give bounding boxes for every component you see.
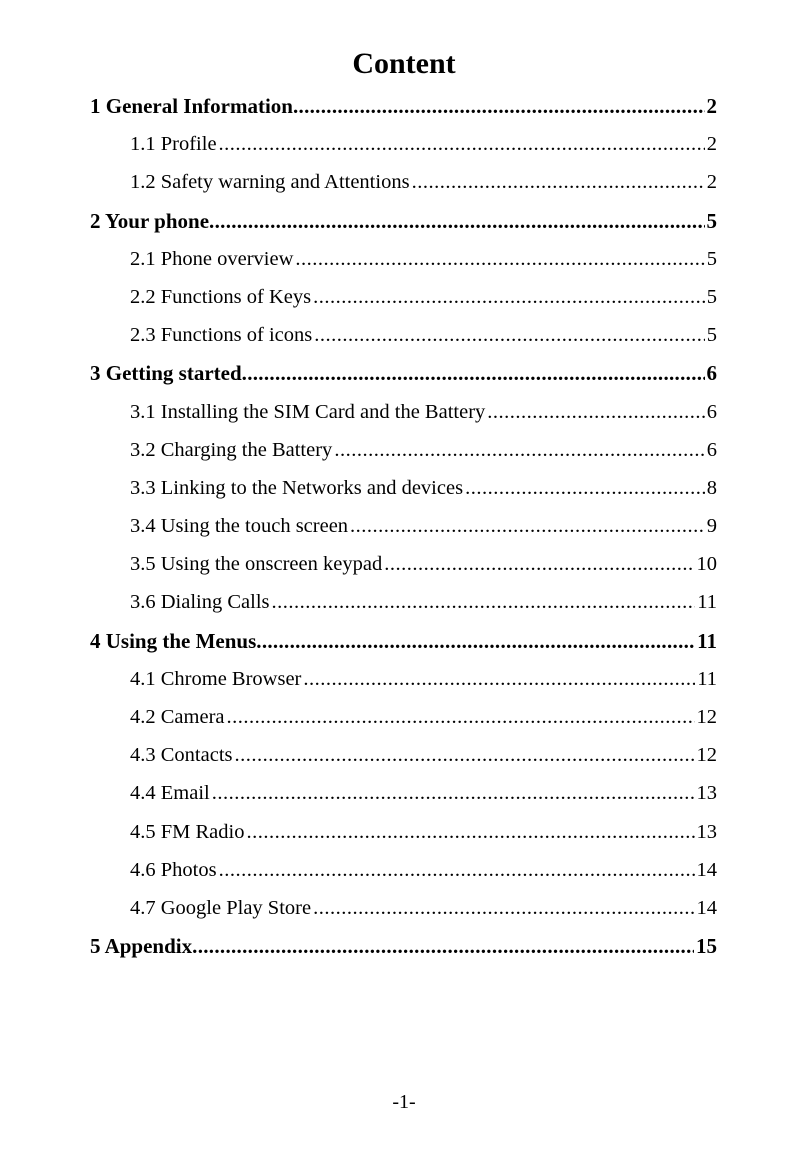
toc-entry-label: 2.2 Functions of Keys: [130, 285, 312, 308]
toc-entry-label: 4.5 FM Radio: [130, 820, 245, 843]
toc-entry-label: 3 Getting started: [90, 361, 242, 386]
dot-leader: [350, 507, 705, 545]
dot-leader: [412, 163, 705, 201]
toc-entry-page: 11: [697, 628, 717, 653]
dot-leader: [314, 316, 705, 354]
toc-entry-label: 2 Your phone: [90, 208, 210, 233]
toc-entry-page: 6: [706, 400, 717, 423]
toc-entry-page: 6: [706, 361, 717, 386]
dot-leader: [209, 202, 704, 240]
toc-chapter-3[interactable]: [90, 354, 717, 392]
toc-entry-label: 3.1 Installing the SIM Card and the Battery: [130, 400, 486, 423]
toc-section-4-4[interactable]: [90, 774, 717, 812]
toc-section-4-2[interactable]: [90, 698, 717, 736]
toc-entry-label: 3.5 Using the onscreen keypad: [130, 553, 383, 576]
toc-entry-page: 5: [706, 285, 717, 308]
toc-entry-page: 5: [706, 247, 717, 270]
toc-section-2-2[interactable]: [90, 278, 717, 316]
toc-entry-label: 2.1 Phone overview: [130, 247, 294, 270]
toc-section-4-6[interactable]: [90, 851, 717, 889]
dot-leader: [246, 813, 694, 851]
toc-entry-page: 12: [696, 744, 717, 767]
toc-entry-label: 1.1 Profile: [130, 133, 217, 156]
table-of-contents: [90, 87, 717, 965]
toc-entry-label: 2.3 Functions of icons: [130, 324, 313, 347]
toc-entry-page: 5: [706, 324, 717, 347]
toc-entry-page: 2: [706, 94, 717, 118]
toc-entry-page: 5: [706, 208, 717, 233]
toc-entry-page: 8: [706, 476, 717, 499]
toc-entry-label: 4.6 Photos: [130, 858, 217, 881]
toc-section-1-1[interactable]: [90, 125, 717, 163]
toc-chapter-2[interactable]: [90, 202, 717, 240]
page-title: Content: [352, 47, 456, 80]
dot-leader: [212, 774, 695, 812]
toc-entry-label: 5 Appendix: [90, 934, 193, 959]
toc-entry-label: 3.6 Dialing Calls: [130, 591, 270, 614]
toc-entry-page: 9: [706, 515, 717, 538]
dot-leader: [293, 87, 705, 125]
toc-entry-label: 4.7 Google Play Store: [130, 896, 312, 919]
dot-leader: [256, 622, 695, 660]
toc-entry-label: 3.4 Using the touch screen: [130, 515, 349, 538]
dot-leader: [272, 583, 696, 621]
dot-leader: [242, 354, 705, 392]
dot-leader: [384, 545, 694, 583]
dot-leader: [334, 431, 704, 469]
toc-entry-page: 12: [696, 706, 717, 728]
dot-leader: [235, 736, 695, 774]
toc-entry-page: 14: [696, 896, 717, 919]
toc-entry-label: 4.1 Chrome Browser: [130, 667, 302, 690]
dot-leader: [303, 660, 695, 698]
dot-leader: [313, 889, 694, 927]
dot-leader: [227, 698, 695, 736]
dot-leader: [192, 927, 694, 965]
dot-leader: [295, 240, 704, 278]
toc-section-4-3[interactable]: [90, 736, 717, 774]
toc-entry-page: 10: [696, 553, 717, 576]
toc-entry-page: 11: [697, 591, 717, 614]
toc-section-3-3[interactable]: [90, 469, 717, 507]
toc-entry-page: 2: [706, 171, 717, 194]
toc-chapter-4[interactable]: [90, 622, 717, 660]
toc-entry-label: 4.2 Camera: [130, 706, 225, 728]
toc-section-4-5[interactable]: [90, 813, 717, 851]
toc-entry-label: 3.2 Charging the Battery: [130, 438, 333, 461]
toc-entry-page: 13: [696, 820, 717, 843]
toc-entry-label: 1.2 Safety warning and Attentions: [130, 171, 410, 194]
toc-entry-label: 4.4 Email: [130, 782, 210, 805]
dot-leader: [465, 469, 705, 507]
toc-entry-page: 13: [696, 782, 717, 805]
toc-section-1-2[interactable]: [90, 163, 717, 201]
toc-entry-page: 11: [697, 667, 717, 690]
toc-entry-page: 14: [696, 858, 717, 881]
toc-section-3-5[interactable]: [90, 545, 717, 583]
toc-section-3-6[interactable]: [90, 583, 717, 621]
toc-entry-label: 1 General Information: [90, 94, 293, 118]
toc-entry-page: 6: [706, 438, 717, 461]
toc-section-3-1[interactable]: [90, 393, 717, 431]
dot-leader: [219, 125, 705, 163]
toc-entry-label: 4 Using the Menus: [90, 628, 257, 653]
toc-chapter-5[interactable]: [90, 927, 717, 965]
toc-section-3-2[interactable]: [90, 431, 717, 469]
toc-entry-label: 3.3 Linking to the Networks and devices: [130, 476, 464, 499]
toc-section-3-4[interactable]: [90, 507, 717, 545]
toc-entry-label: 4.3 Contacts: [130, 744, 233, 767]
toc-section-4-7[interactable]: [90, 889, 717, 927]
dot-leader: [313, 278, 705, 316]
toc-entry-page: 15: [696, 934, 717, 959]
page-number-footer: -1-: [392, 1091, 416, 1113]
toc-section-2-3[interactable]: [90, 316, 717, 354]
toc-entry-page: 2: [706, 133, 717, 156]
dot-leader: [487, 393, 704, 431]
toc-section-4-1[interactable]: [90, 660, 717, 698]
toc-section-2-1[interactable]: [90, 240, 717, 278]
dot-leader: [219, 851, 695, 889]
toc-chapter-1[interactable]: [90, 87, 717, 125]
